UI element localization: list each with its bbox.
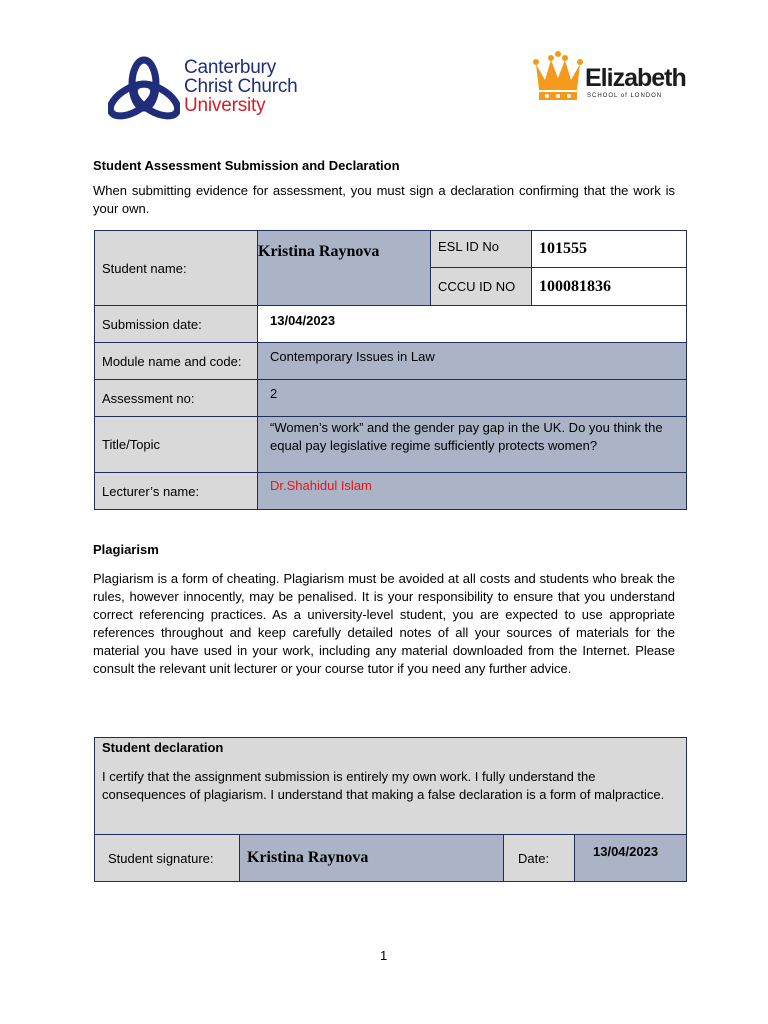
- student-name-label: Student name:: [94, 230, 258, 306]
- student-name-value: [257, 230, 431, 306]
- cccu-line2: Christ Church: [184, 76, 298, 97]
- cccu-id-value: 100081836: [531, 267, 687, 306]
- cccu-emblem-icon: [108, 56, 180, 120]
- signature-text: Kristina Raynova: [247, 849, 369, 866]
- cccu-wordmark: [184, 58, 298, 115]
- crown-icon: [533, 50, 583, 102]
- cccu-id-label: CCCU ID NO: [430, 267, 532, 306]
- cccu-line1: Canterbury: [184, 57, 276, 78]
- declaration-box: [94, 737, 687, 835]
- elizabeth-subtitle: SCHOOL of LONDON: [587, 93, 663, 99]
- submission-date-value: [257, 305, 687, 343]
- declaration-heading: Student declaration: [102, 740, 224, 755]
- elizabeth-logo: [533, 50, 686, 110]
- title-label: Title/Topic: [94, 416, 258, 473]
- page-title: Student Assessment Submission and Declaration: [93, 158, 400, 173]
- lecturer-text: Dr.Shahidul Islam: [270, 478, 372, 493]
- submission-date-label: Submission date:: [94, 305, 258, 343]
- plagiarism-text: Plagiarism is a form of cheating. Plagiarism must be avoided at all costs and students who break the rules, however innocently, may be penalised. It is your responsibility to ensure that you understand correct referencing practices. As a university-level student, you are expected to use appropriate references throughout and keep carefully detailed notes of all your sources of materials for the material you have used in your work, including any material downloaded from the Internet. Please consult the relevant unit lecturer or your course tutor if you need any further advice.: [93, 571, 675, 676]
- signature-value: [239, 834, 504, 882]
- declaration-text: I certify that the assignment submission is entirely my own work. I fully understand the consequences of plagiarism. I understand that making a false declaration is a form of malpractice.: [102, 769, 665, 802]
- plagiarism-heading: Plagiarism: [93, 542, 159, 557]
- title-text: “Women’s work” and the gender pay gap in the UK. Do you think the equal pay legislative regime sufficiently protects women?: [270, 420, 663, 453]
- intro-text: When submitting evidence for assessment, you must sign a declaration confirming that the work is your own.: [93, 183, 675, 216]
- date-label: Date:: [503, 834, 575, 882]
- lecturer-label: Lecturer’s name:: [94, 472, 258, 510]
- module-label: Module name and code:: [94, 342, 258, 380]
- date-value: [574, 834, 687, 882]
- submission-date-text: 13/04/2023: [270, 313, 336, 328]
- student-name-text: Kristina Raynova: [258, 243, 380, 260]
- module-value: [257, 342, 687, 380]
- signature-label: Student signature:: [94, 834, 240, 882]
- esl-id-value: 101555: [531, 230, 687, 268]
- module-text: Contemporary Issues in Law: [270, 349, 435, 364]
- esl-id-label: ESL ID No: [430, 230, 532, 268]
- elizabeth-wordmark: Elizabeth: [585, 64, 686, 92]
- date-text: 13/04/2023: [593, 844, 659, 859]
- page-number: 1: [380, 948, 388, 963]
- assessment-label: Assessment no:: [94, 379, 258, 417]
- assessment-value: [257, 379, 687, 417]
- cccu-logo: [100, 48, 320, 128]
- lecturer-value: [257, 472, 687, 510]
- assessment-text: 2: [270, 386, 278, 401]
- cccu-line3: University: [184, 95, 266, 116]
- title-value: [257, 416, 687, 473]
